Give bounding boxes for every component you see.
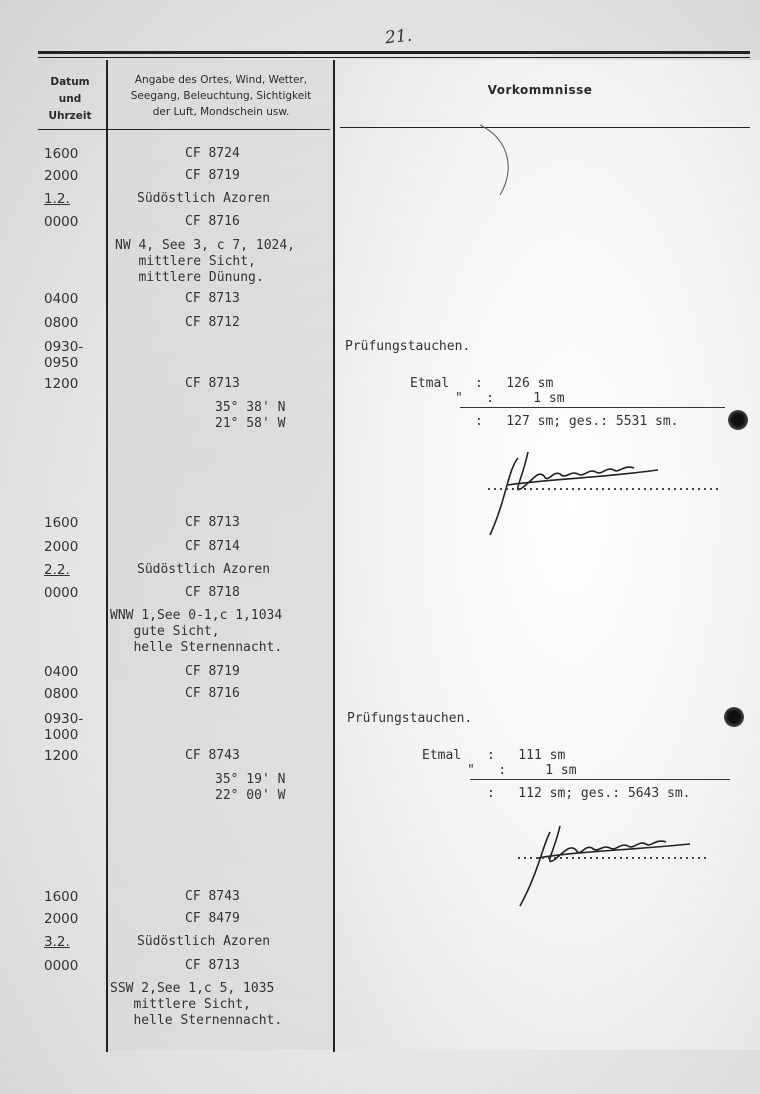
event-text: Prüfungstauchen. [345, 339, 471, 354]
sum-rule [460, 407, 725, 408]
position-grid: CF 8713 [185, 376, 240, 391]
header-rule-right [340, 127, 750, 128]
coordinates: 35° 38' N 21° 58' W [215, 400, 286, 431]
position-grid: CF 8743 [185, 889, 240, 904]
log-date: 2.2. [44, 562, 70, 578]
etmal-label: Etmal [410, 376, 450, 391]
log-time: 2000 [44, 539, 79, 555]
signature-image [510, 818, 730, 918]
log-time: 0400 [44, 291, 79, 307]
log-time: 0800 [44, 315, 79, 331]
coordinates: 35° 19' N 22° 00' W [215, 772, 286, 803]
log-time: 0000 [44, 214, 79, 230]
position-grid: CF 8714 [185, 539, 240, 554]
position-grid: CF 8479 [185, 911, 240, 926]
etmal-submerged: " : 1 sm [455, 391, 565, 406]
header-rule-left [38, 129, 330, 130]
position-grid: CF 8716 [185, 686, 240, 701]
log-time: 0800 [44, 686, 79, 702]
log-time: 0000 [44, 585, 79, 601]
log-time: 1600 [44, 515, 79, 531]
log-date: 3.2. [44, 934, 70, 950]
top-rule-thin [38, 57, 750, 58]
log-time-range: 0930- 1000 [44, 711, 84, 743]
position-grid: CF 8719 [185, 168, 240, 183]
etmal-distance: : 111 sm [487, 748, 566, 763]
log-time: 1600 [44, 889, 79, 905]
etmal-label: Etmal [422, 748, 462, 763]
etmal-total: : 127 sm; ges.: 5531 sm. [475, 414, 679, 429]
etmal-total: : 112 sm; ges.: 5643 sm. [487, 786, 691, 801]
event-text: Prüfungstauchen. [347, 711, 473, 726]
stray-mark [470, 120, 530, 200]
header-angabe: Angabe des Ortes, Wind, Wetter, Seegang, Beleuchtung, Sichtigkeit der Luft, Mondschein usw. [130, 74, 312, 118]
position-grid: CF 8716 [185, 214, 240, 229]
position-grid: CF 8743 [185, 748, 240, 763]
position-grid: CF 8718 [185, 585, 240, 600]
top-rule [38, 51, 750, 54]
log-time: 1200 [44, 748, 79, 764]
area-description: Südöstlich Azoren [137, 191, 271, 206]
log-time: 0000 [44, 958, 79, 974]
log-time: 2000 [44, 168, 79, 184]
weather-entry: WNW 1,See 0-1,c 1,1034 gute Sicht, helle Sternennacht. [110, 608, 283, 655]
position-grid: CF 8724 [185, 146, 240, 161]
header-datum: Datum und Uhrzeit [48, 76, 92, 122]
log-time-range: 0930- 0950 [44, 339, 84, 371]
position-grid: CF 8713 [185, 515, 240, 530]
position-grid: CF 8719 [185, 664, 240, 679]
weather-entry: SSW 2,See 1,c 5, 1035 mittlere Sicht, helle Sternennacht. [110, 981, 283, 1028]
area-description: Südöstlich Azoren [137, 562, 271, 577]
log-time: 2000 [44, 911, 79, 927]
area-description: Südöstlich Azoren [137, 934, 271, 949]
sum-rule [470, 779, 730, 780]
position-grid: CF 8712 [185, 315, 240, 330]
etmal-distance: : 126 sm [475, 376, 554, 391]
header-vorkommnisse: Vorkommnisse [487, 83, 593, 97]
punch-hole [724, 707, 744, 727]
weather-entry: NW 4, See 3, c 7, 1024, mittlere Sicht, mittlere Dünung. [115, 238, 296, 285]
column-divider-2 [333, 60, 335, 1052]
log-time: 0400 [44, 664, 79, 680]
log-date: 1.2. [44, 191, 70, 207]
position-grid: CF 8713 [185, 958, 240, 973]
log-time: 1600 [44, 146, 79, 162]
punch-hole [728, 410, 748, 430]
log-time: 1200 [44, 376, 79, 392]
etmal-submerged: " : 1 sm [467, 763, 577, 778]
column-divider-1 [106, 60, 108, 1052]
signature-image [478, 440, 738, 550]
position-grid: CF 8713 [185, 291, 240, 306]
page-number: 21. [384, 25, 414, 49]
